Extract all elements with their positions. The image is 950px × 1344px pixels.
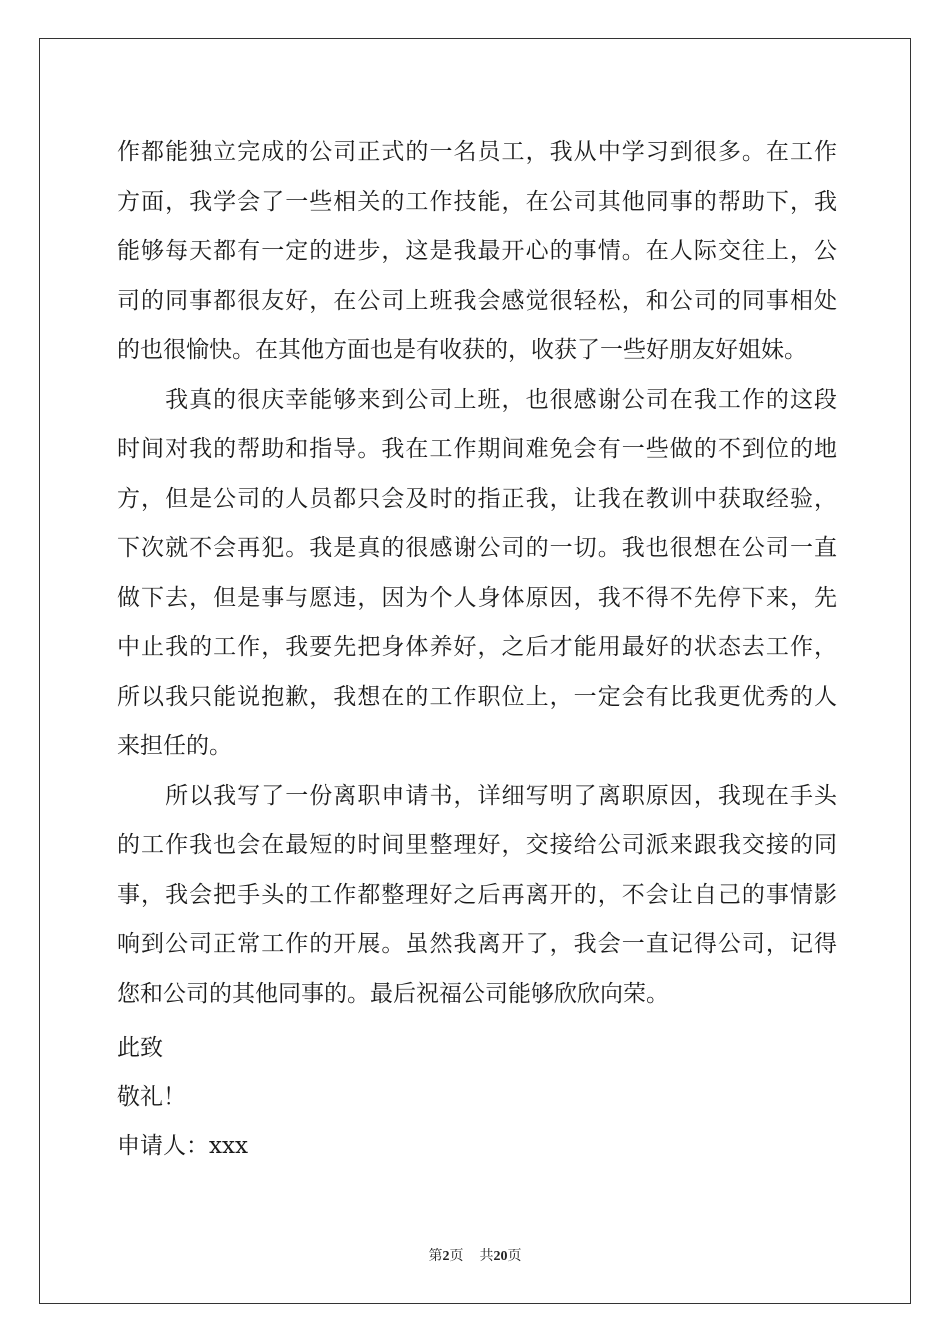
total-pages: 20 [493, 1249, 508, 1264]
page-unit: 页 [449, 1248, 464, 1264]
paragraph-1 [117, 128, 837, 376]
text-line: 所以我只能说抱歉，我想在的工作职位上，一定会有比我更优秀的人 [117, 683, 837, 710]
paragraph-3 [117, 772, 837, 1020]
text-line: 中止我的工作，我要先把身体养好，之后才能用最好的状态去工作， [117, 634, 837, 660]
applicant-signature: 申请人：xxx [117, 1133, 248, 1159]
text-line: 做下去，但是事与愿违，因为个人身体原因，我不得不先停下来，先 [117, 584, 837, 611]
text-line: 的工作我也会在最短的时间里整理好，交接给公司派来跟我交接的同 [117, 832, 837, 858]
text-line: 作都能独立完成的公司正式的一名员工，我从中学习到很多。在工作 [117, 139, 837, 165]
text-line: 所以我写了一份离职申请书，详细写明了离职原因，我现在手头 [117, 782, 837, 809]
text-line: 您和公司的其他同事的。最后祝福公司能够欣欣向荣。 [117, 980, 669, 1007]
letter-body [117, 128, 837, 1019]
text-line: 方，但是公司的人员都只会及时的指正我，让我在教训中获取经验， [117, 485, 837, 512]
text-line: 的也很愉快。在其他方面也是有收获的，收获了一些好朋友好姐妹。 [117, 337, 807, 363]
text-line: 时间对我的帮助和指导。我在工作期间难免会有一些做的不到位的地 [117, 436, 837, 462]
text-line: 来担任的。 [117, 733, 232, 759]
text-line: 方面，我学会了一些相关的工作技能，在公司其他同事的帮助下，我 [117, 188, 837, 215]
text-line: 我真的很庆幸能够来到公司上班，也很感谢公司在我工作的这段 [117, 386, 837, 413]
total-unit: 页 [507, 1248, 522, 1264]
page-number: 2 [442, 1249, 450, 1264]
page-footer [0, 1245, 950, 1265]
text-line: 司的同事都很友好，在公司上班我会感觉很轻松，和公司的同事相处 [117, 287, 837, 314]
text-line: 下次就不会再犯。我是真的很感谢公司的一切。我也很想在公司一直 [117, 535, 837, 561]
paragraph-2 [117, 376, 837, 772]
text-line: 响到公司正常工作的开展。虽然我离开了，我会一直记得公司，记得 [117, 931, 837, 957]
text-line: 能够每天都有一定的进步，这是我最开心的事情。在人际交往上，公 [117, 238, 837, 264]
salutation: 此致 [117, 1035, 163, 1061]
text-line: 事，我会把手头的工作都整理好之后再离开的，不会让自己的事情影 [117, 881, 837, 908]
regards: 敬礼！ [117, 1084, 186, 1110]
total-prefix: 共 [479, 1248, 494, 1264]
page-prefix: 第 [428, 1248, 443, 1264]
